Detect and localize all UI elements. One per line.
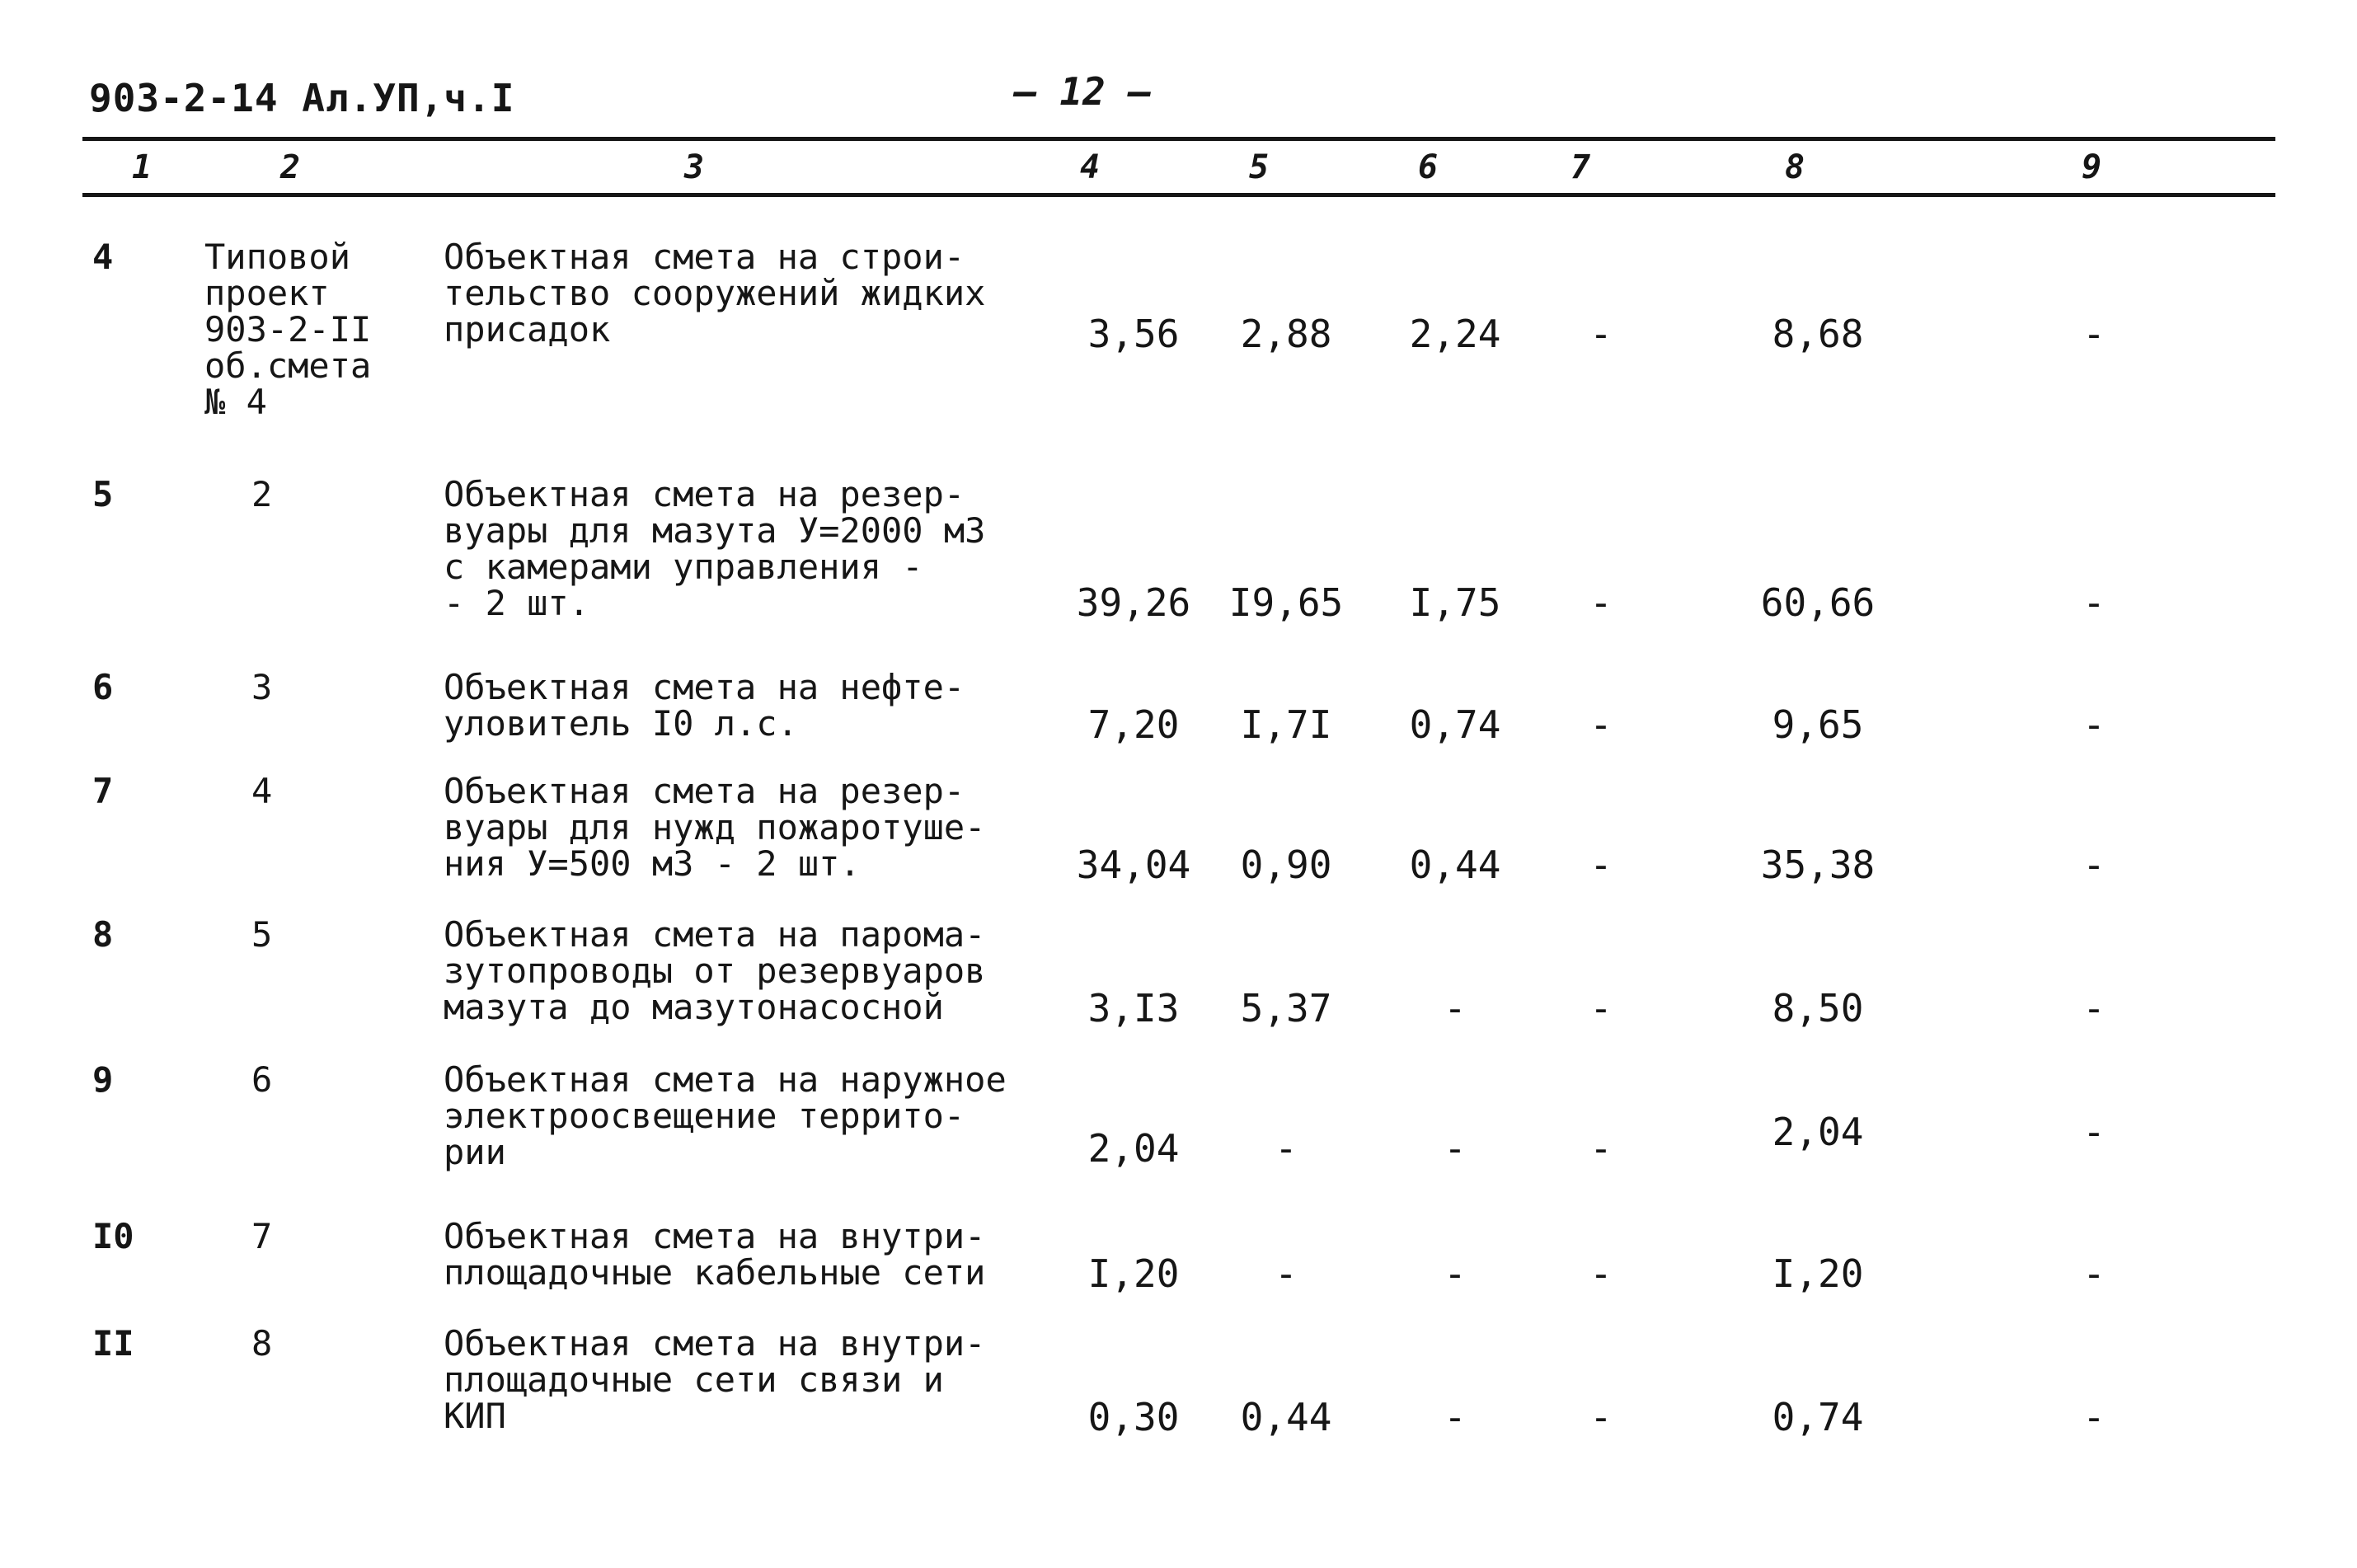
row-description: Объектная смета на резер- вуары для нужд пожаротуше- ния У=500 м3 - 2 шт. (444, 771, 986, 884)
value-col6: - (1444, 1251, 1467, 1296)
value-col4: 7,20 (1087, 702, 1180, 747)
table-top-rule (82, 137, 2275, 141)
col-header-3: 3 (684, 148, 705, 186)
row-reference: 6 (251, 1059, 273, 1100)
col-header-6: 6 (1418, 148, 1439, 186)
value-col5: - (1275, 1126, 1298, 1171)
value-col9: - (2082, 986, 2106, 1030)
value-col8: 35,38 (1760, 843, 1876, 887)
value-col9: - (2082, 843, 2106, 887)
value-col9: - (2082, 1251, 2106, 1296)
row-reference: 8 (251, 1323, 273, 1364)
row-description: Объектная смета на внутри- площадочные сети связи и КИП (444, 1323, 986, 1436)
value-col7: - (1589, 1251, 1613, 1296)
row-description: Объектная смета на нефте- уловитель I0 л.с. (444, 667, 965, 744)
row-number: 8 (92, 914, 114, 955)
row-reference: 7 (251, 1216, 273, 1256)
row-description: Объектная смета на строи- тельство сооружений жидких присадок (444, 237, 986, 350)
value-col8: 60,66 (1760, 580, 1876, 625)
value-col4: 2,04 (1087, 1126, 1180, 1171)
col-header-1: 1 (132, 148, 153, 186)
value-col4: I,20 (1087, 1251, 1180, 1296)
value-col4: 3,I3 (1087, 986, 1180, 1030)
value-col5: 2,88 (1240, 312, 1332, 356)
value-col6: - (1444, 1395, 1467, 1439)
row-reference: 2 (251, 474, 273, 514)
row-number: 6 (92, 667, 114, 707)
row-number: 9 (92, 1059, 114, 1100)
col-header-5: 5 (1249, 148, 1270, 186)
col-header-4: 4 (1080, 148, 1101, 186)
value-col5: I9,65 (1228, 580, 1344, 625)
row-description: Объектная смета на резер- вуары для мазута У=2000 м3 с камерами управления - - 2 шт. (444, 474, 986, 623)
value-col8: 8,50 (1772, 986, 1864, 1030)
row-description: Объектная смета на парома- зутопроводы от резервуаров мазута до мазутонасосной (444, 914, 986, 1027)
row-description: Объектная смета на внутри- площадочные кабельные сети (444, 1216, 986, 1293)
value-col6: - (1444, 986, 1467, 1030)
value-col6: I,75 (1409, 580, 1501, 625)
row-number: II (92, 1323, 134, 1364)
value-col5: - (1275, 1251, 1298, 1296)
value-col4: 39,26 (1076, 580, 1191, 625)
page-number: – 12 – (1014, 69, 1152, 114)
table-header-rule (82, 193, 2275, 197)
value-col8: 8,68 (1772, 312, 1864, 356)
value-col9: - (2082, 312, 2106, 356)
value-col8: 0,74 (1772, 1395, 1864, 1439)
value-col7: - (1589, 312, 1613, 356)
col-header-7: 7 (1571, 148, 1591, 186)
value-col9: - (2082, 1395, 2106, 1439)
value-col8: 9,65 (1772, 702, 1864, 747)
value-col7: - (1589, 1126, 1613, 1171)
row-number: 4 (92, 237, 114, 277)
value-col5: 0,90 (1240, 843, 1332, 887)
value-col4: 3,56 (1087, 312, 1180, 356)
row-number: 7 (92, 771, 114, 811)
row-reference: 4 (251, 771, 273, 811)
value-col6: 2,24 (1409, 312, 1501, 356)
document-code: 903-2-14 Ал.УП,ч.I (89, 76, 515, 120)
value-col7: - (1589, 702, 1613, 747)
row-reference: 5 (251, 914, 273, 955)
row-reference: Типовой проект 903-2-II об.смета № 4 (204, 237, 372, 422)
value-col7: - (1589, 1395, 1613, 1439)
value-col6: 0,44 (1409, 843, 1501, 887)
row-description: Объектная смета на наружное электроосвещение террито- рии (444, 1059, 1007, 1172)
value-col4: 34,04 (1076, 843, 1191, 887)
value-col5: 0,44 (1240, 1395, 1332, 1439)
value-col7: - (1589, 843, 1613, 887)
col-header-2: 2 (280, 148, 301, 186)
value-col8: 2,04 (1772, 1110, 1864, 1154)
value-col7: - (1589, 580, 1613, 625)
value-col6: - (1444, 1126, 1467, 1171)
value-col5: I,7I (1240, 702, 1332, 747)
value-col5: 5,37 (1240, 986, 1332, 1030)
value-col4: 0,30 (1087, 1395, 1180, 1439)
value-col6: 0,74 (1409, 702, 1501, 747)
value-col8: I,20 (1772, 1251, 1864, 1296)
value-col7: - (1589, 986, 1613, 1030)
value-col9: - (2082, 580, 2106, 625)
row-reference: 3 (251, 667, 273, 707)
col-header-9: 9 (2082, 148, 2102, 186)
row-number: I0 (92, 1216, 134, 1256)
col-header-8: 8 (1785, 148, 1805, 186)
value-col9: - (2082, 1110, 2106, 1154)
value-col9: - (2082, 702, 2106, 747)
row-number: 5 (92, 474, 114, 514)
